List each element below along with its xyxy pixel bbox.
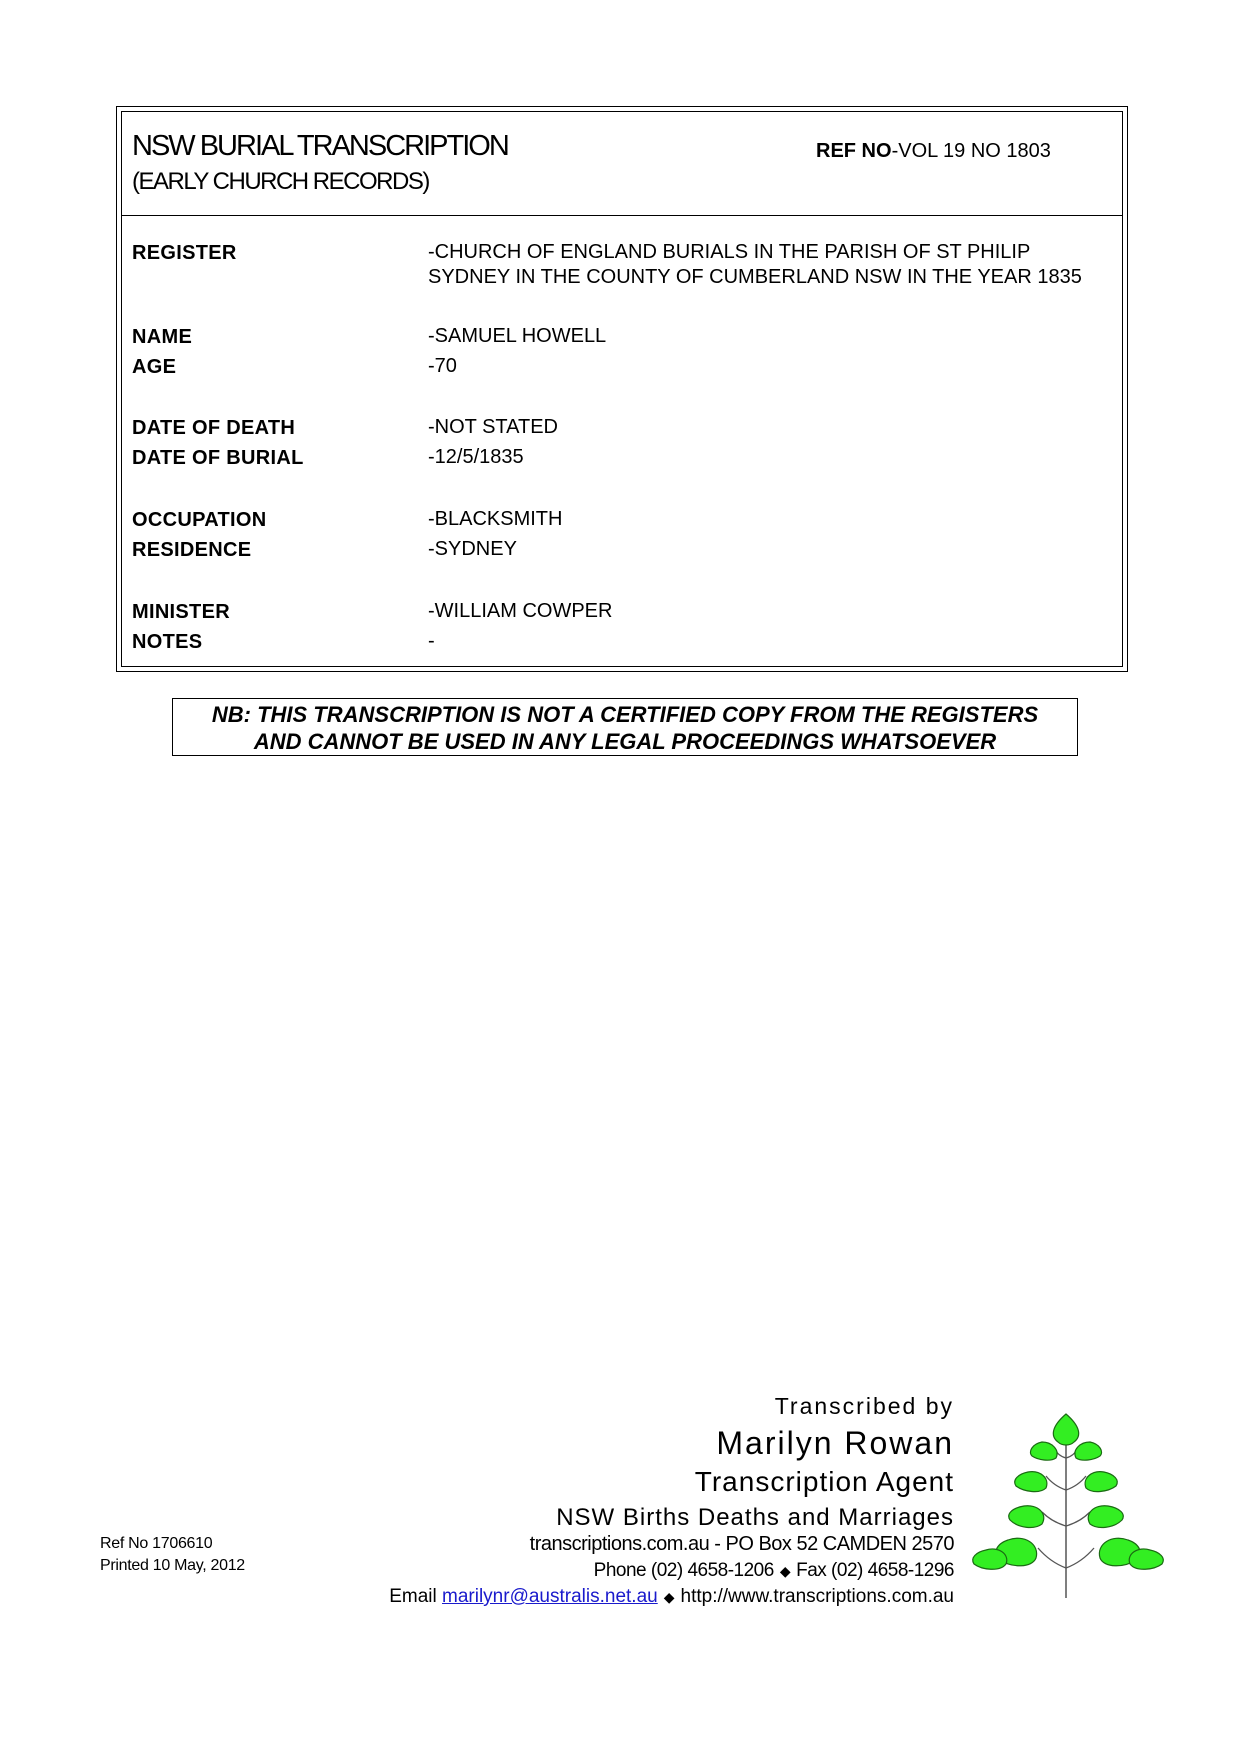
date-of-burial-value: -12/5/1835 — [428, 446, 524, 468]
organisation-name: NSW Births Deaths and Marriages — [556, 1504, 954, 1531]
register-value — [428, 240, 1082, 290]
transcriber-role: Transcription Agent — [694, 1466, 954, 1497]
name-value: -SAMUEL HOWELL — [428, 325, 607, 347]
transcriber-name: Marilyn Rowan — [716, 1425, 954, 1461]
date-of-burial-label: DATE OF BURIAL — [132, 447, 304, 469]
disclaimer-line-2: AND CANNOT BE USED IN ANY LEGAL PROCEEDINGS WHATSOEVER — [253, 729, 997, 754]
diamond-icon: ◆ — [779, 1563, 791, 1579]
date-of-death-label: DATE OF DEATH — [132, 417, 296, 439]
ref-label: REF NO — [816, 140, 892, 162]
email-link[interactable]: marilynr@australis.net.au — [442, 1586, 658, 1607]
minister-label: MINISTER — [132, 601, 230, 623]
burial-record-box — [116, 106, 1128, 672]
residence-value: -SYDNEY — [428, 538, 517, 560]
diamond-icon: ◆ — [663, 1589, 675, 1605]
phone-number: Phone (02) 4658-1206 — [593, 1560, 774, 1581]
reference-number — [816, 140, 1051, 163]
document-title: NSW BURIAL TRANSCRIPTION — [132, 130, 508, 162]
age-value: -70 — [428, 355, 457, 377]
contact-email-web — [389, 1586, 954, 1608]
footer-ref-number: Ref No 1706610 — [100, 1535, 213, 1552]
register-line-2: SYDNEY IN THE COUNTY OF CUMBERLAND NSW IN THE YEAR 1835 — [428, 266, 1082, 288]
occupation-value: -BLACKSMITH — [428, 508, 563, 530]
date-of-death-value: -NOT STATED — [428, 416, 558, 438]
document-subtitle: (EARLY CHURCH RECORDS) — [132, 168, 429, 195]
disclaimer-line-1: NB: THIS TRANSCRIPTION IS NOT A CERTIFIED COPY FROM THE REGISTERS — [211, 702, 1039, 727]
website-url[interactable]: http://www.transcriptions.com.au — [680, 1586, 954, 1607]
transcribed-by-label: Transcribed by — [774, 1393, 954, 1419]
contact-phone-fax — [594, 1560, 954, 1582]
notes-value: - — [428, 630, 435, 652]
notes-label: NOTES — [132, 631, 203, 653]
ref-value: -VOL 19 NO 1803 — [891, 140, 1051, 162]
postal-address: transcriptions.com.au - PO Box 52 CAMDEN 2570 — [529, 1533, 954, 1555]
name-label: NAME — [132, 326, 193, 348]
email-label: Email — [389, 1586, 437, 1607]
register-label: REGISTER — [132, 242, 237, 264]
legal-disclaimer — [172, 698, 1078, 756]
register-line-1: -CHURCH OF ENGLAND BURIALS IN THE PARISH OF ST PHILIP — [428, 241, 1031, 263]
minister-value: -WILLIAM COWPER — [428, 600, 613, 622]
printed-date: Printed 10 May, 2012 — [100, 1557, 245, 1574]
record-header — [122, 112, 1122, 216]
age-label: AGE — [132, 356, 177, 378]
residence-label: RESIDENCE — [132, 539, 252, 561]
fax-number: Fax (02) 4658-1296 — [796, 1560, 954, 1581]
occupation-label: OCCUPATION — [132, 509, 267, 531]
leaf-tree-logo — [970, 1412, 1170, 1598]
record-inner-frame — [121, 111, 1123, 667]
